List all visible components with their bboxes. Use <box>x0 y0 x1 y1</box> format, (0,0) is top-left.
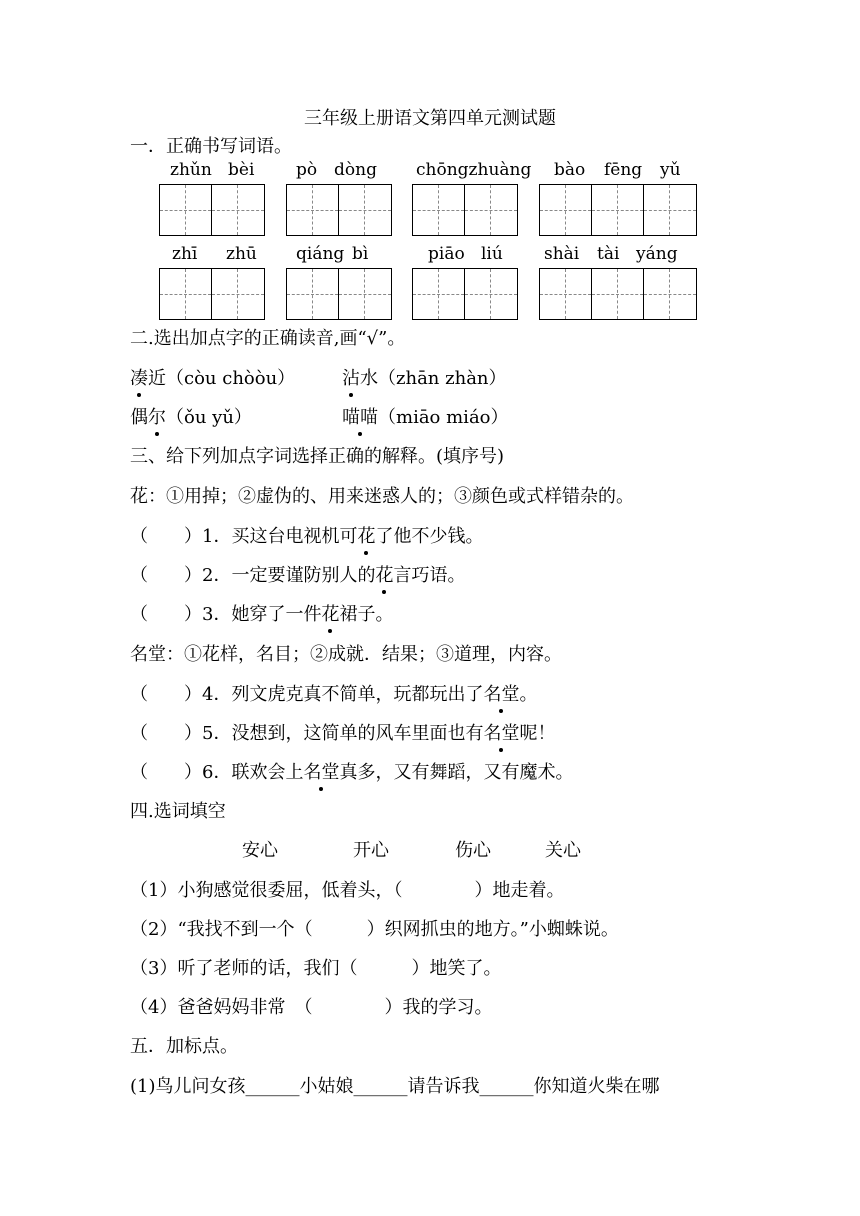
dotted-char: 花 <box>357 522 375 548</box>
pinyin: qiáng <box>296 244 345 264</box>
text: 一定要谨防别人的 <box>231 565 376 586</box>
writing-grid[interactable] <box>412 268 518 320</box>
dotted-char: 凑 <box>130 364 148 390</box>
grid-cell[interactable] <box>160 269 212 319</box>
text: 了他不少钱。 <box>375 526 484 547</box>
definition: 花：①用掉；②虚伪的、用来迷惑人的；③颜色或式样错杂的。 <box>130 486 634 507</box>
writing-grid[interactable] <box>539 268 697 320</box>
word-bank-item: 伤心 <box>455 840 491 861</box>
pinyin: chōngzhuàng <box>416 160 532 180</box>
pinyin: yáng <box>636 244 678 264</box>
grid-cell[interactable] <box>592 269 644 319</box>
text: 近（còu chòòu） <box>148 368 296 389</box>
pinyin: zhǔn <box>170 160 212 180</box>
word-bank-item: 关心 <box>545 840 581 861</box>
text: 。 <box>519 684 538 705</box>
question-item <box>130 561 465 587</box>
grid-cell[interactable] <box>339 185 391 235</box>
text: 偶 <box>130 407 148 428</box>
grid-cell[interactable] <box>540 185 592 235</box>
text: 买这台电视机可 <box>231 526 358 547</box>
grid-cell[interactable] <box>592 185 644 235</box>
answer-blank[interactable]: （ ）1． <box>130 526 232 547</box>
dotted-char: 名堂 <box>483 719 519 745</box>
pinyin: piāo <box>428 244 465 264</box>
section-5-heading: 五．加标点。 <box>130 1036 238 1057</box>
question-item <box>130 719 555 745</box>
pinyin: yǔ <box>660 160 681 180</box>
writing-grid[interactable] <box>539 184 697 236</box>
question-item <box>130 758 573 784</box>
pinyin: bào <box>554 160 586 180</box>
question-item <box>130 522 483 548</box>
answer-blank[interactable]: （ ）4． <box>130 684 232 705</box>
pinyin: bì <box>352 244 369 264</box>
dotted-char: 沾 <box>342 364 360 390</box>
text: 没想到，这简单的风车里面也有 <box>231 723 484 744</box>
pinyin: shài <box>544 244 580 264</box>
text: （miāo miáo） <box>378 407 509 428</box>
word-bank-item: 安心 <box>242 840 278 861</box>
dotted-char: 花 <box>375 561 393 587</box>
question-item <box>130 680 537 706</box>
text: 呢！ <box>519 723 556 744</box>
answer-blank[interactable]: （ ）3． <box>130 604 232 625</box>
grid-cell[interactable] <box>465 185 517 235</box>
reading-question <box>130 364 295 390</box>
word-bank-item: 开心 <box>353 840 389 861</box>
answer-blank[interactable]: （ ）5． <box>130 723 232 744</box>
fill-in-item[interactable]: （2）“我找不到一个（ ）织网抓虫的地方。”小蜘蛛说。 <box>130 919 619 940</box>
text: 联欢会上 <box>231 762 304 783</box>
grid-cell[interactable] <box>413 269 465 319</box>
definition: 名堂：①花样，名目；②成就．结果；③道理，内容。 <box>130 644 562 665</box>
section-4-heading: 四.选词填空 <box>130 801 226 822</box>
dotted-char: 花 <box>321 600 339 626</box>
grid-cell[interactable] <box>644 185 696 235</box>
pinyin: zhī <box>172 244 198 264</box>
dotted-char: 喵喵 <box>342 403 378 429</box>
question-item <box>130 600 393 626</box>
pinyin: bèi <box>228 160 255 180</box>
writing-grid[interactable] <box>286 268 392 320</box>
text: 裙子。 <box>339 604 394 625</box>
dotted-char: 尔 <box>148 403 166 429</box>
answer-blank[interactable]: （ ）6． <box>130 762 232 783</box>
writing-grid[interactable] <box>286 184 392 236</box>
punctuation-item[interactable]: (1)鸟儿问女孩______小姑娘______请告诉我______你知道火柴在哪 <box>130 1076 660 1097</box>
answer-blank[interactable]: （ ）2． <box>130 565 232 586</box>
fill-in-item[interactable]: （3）听了老师的话，我们（ ）地笑了。 <box>130 958 502 979</box>
pinyin: dòng <box>334 160 377 180</box>
section-1-heading: 一．正确书写词语。 <box>130 136 292 157</box>
section-2-heading: 二.选出加点字的正确读音,画“√”。 <box>130 328 406 349</box>
text: 真多，又有舞蹈，又有魔术。 <box>339 762 574 783</box>
dotted-char: 名堂 <box>483 680 519 706</box>
fill-in-item[interactable]: （1）小狗感觉很委屈，低着头，（ ）地走着。 <box>130 880 565 901</box>
grid-cell[interactable] <box>212 185 264 235</box>
grid-cell[interactable] <box>287 185 339 235</box>
grid-cell[interactable] <box>160 185 212 235</box>
pinyin: pò <box>296 160 318 180</box>
grid-cell[interactable] <box>212 269 264 319</box>
pinyin: liú <box>481 244 503 264</box>
text: 言巧语。 <box>393 565 466 586</box>
grid-cell[interactable] <box>413 185 465 235</box>
reading-question <box>130 403 252 429</box>
reading-question <box>342 403 509 429</box>
page-title: 三年级上册语文第四单元测试题 <box>304 108 556 129</box>
text: （ǒu yǔ） <box>166 407 252 428</box>
reading-question <box>342 364 507 390</box>
grid-cell[interactable] <box>540 269 592 319</box>
grid-cell[interactable] <box>339 269 391 319</box>
pinyin: zhū <box>226 244 257 264</box>
pinyin: tài <box>597 244 620 264</box>
grid-cell[interactable] <box>287 269 339 319</box>
text: 列文虎克真不简单，玩都玩出了 <box>231 684 484 705</box>
grid-cell[interactable] <box>465 269 517 319</box>
dotted-char: 名堂 <box>303 758 339 784</box>
text: 她穿了一件 <box>231 604 322 625</box>
text: 水（zhān zhàn） <box>360 368 507 389</box>
writing-grid[interactable] <box>159 184 265 236</box>
writing-grid[interactable] <box>412 184 518 236</box>
section-3-heading: 三、给下列加点字词选择正确的解释。(填序号) <box>130 446 505 467</box>
pinyin: fēng <box>604 160 643 180</box>
writing-grid[interactable] <box>159 268 265 320</box>
grid-cell[interactable] <box>644 269 696 319</box>
fill-in-item[interactable]: （4）爸爸妈妈非常 （ ）我的学习。 <box>130 997 493 1018</box>
